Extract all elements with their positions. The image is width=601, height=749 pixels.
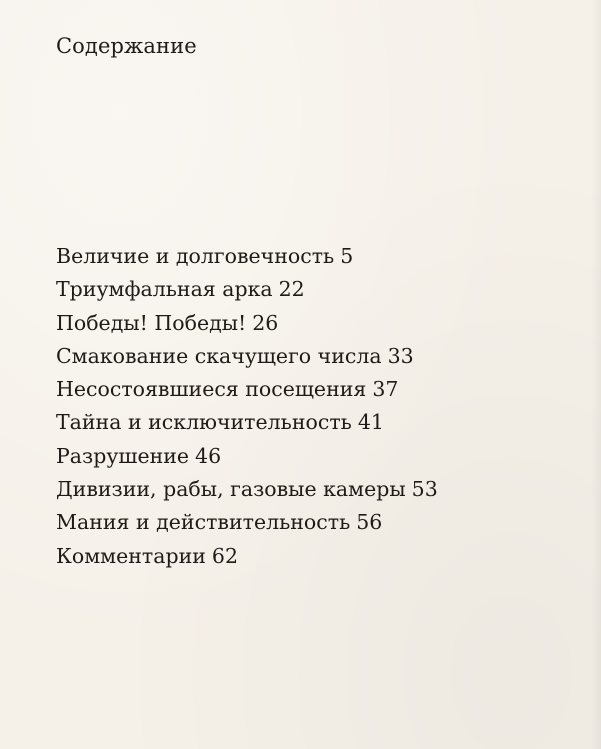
toc-entry-title: Комментарии (56, 543, 206, 568)
toc-entry-title: Дивизии, рабы, газовые камеры (56, 477, 406, 502)
toc-entry (56, 406, 438, 439)
toc-entry-page: 33 (387, 343, 414, 368)
toc-entry-page: 62 (211, 543, 238, 568)
toc-entry-title: Мания и действительность (56, 510, 351, 535)
toc-entry-title: Величие и долговечность (56, 244, 335, 268)
toc-entry (56, 307, 438, 340)
table-of-contents (56, 240, 438, 573)
toc-entry-page: 56 (356, 510, 383, 535)
toc-entry-page: 53 (411, 477, 438, 502)
toc-entry (56, 340, 438, 373)
toc-entry-title: Смакование скачущего числа (56, 343, 382, 368)
toc-entry (56, 240, 438, 273)
toc-entry-title: Разрушение (56, 443, 190, 468)
page-edge-shadow (591, 0, 601, 749)
toc-entry (56, 273, 438, 306)
toc-entry (56, 506, 438, 539)
toc-entry-page: 37 (372, 377, 399, 402)
toc-entry (56, 440, 438, 473)
toc-entry-page: 26 (252, 310, 279, 335)
toc-entry-title: Триумфальная арка (56, 277, 273, 302)
toc-entry (56, 373, 438, 406)
toc-entry (56, 540, 438, 573)
toc-entry-title: Несостоявшиеся посещения (56, 377, 367, 402)
page-title: Содержание (56, 34, 197, 58)
toc-entry-page: 41 (357, 410, 384, 435)
toc-entry-title: Победы! Победы! (56, 310, 247, 335)
toc-entry-page: 5 (340, 244, 354, 268)
toc-entry-page: 46 (195, 443, 222, 468)
toc-entry-page: 22 (278, 277, 305, 302)
toc-entry (56, 473, 438, 506)
toc-entry-title: Тайна и исключительность (56, 410, 352, 435)
